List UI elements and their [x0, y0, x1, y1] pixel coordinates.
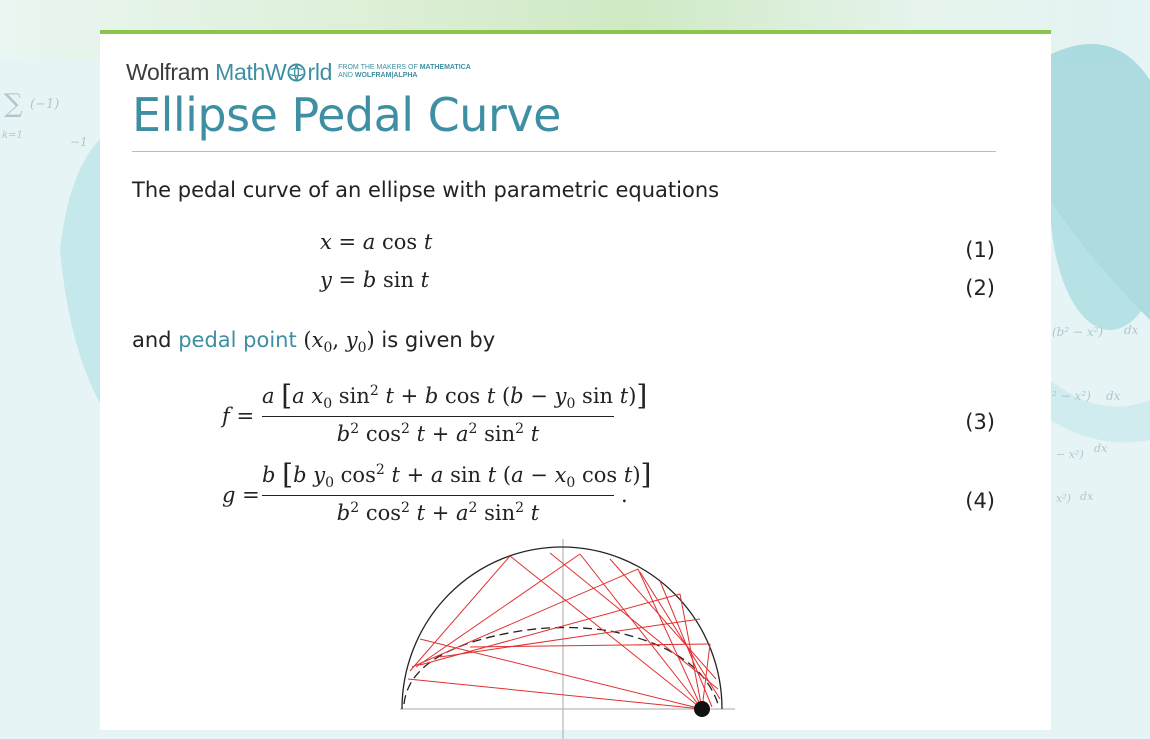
svg-text:(−1): (−1) — [30, 97, 60, 112]
given-by-text: is given by — [381, 328, 496, 352]
brand-wolfram: Wolfram — [126, 58, 210, 85]
brand-mathworld — [215, 59, 332, 86]
pedal-point-paragraph — [132, 328, 495, 356]
tagline-2-prefix: AND — [338, 72, 353, 79]
tangent-line — [680, 594, 702, 709]
ellipse-pedal-curve-figure — [400, 539, 740, 739]
brand-math: Math — [215, 58, 266, 85]
equation-2: y = b sin t — [320, 268, 430, 292]
tangent-line — [416, 554, 580, 667]
tangent-line — [580, 554, 702, 709]
equation-4-lhs: g = — [222, 483, 260, 507]
svg-text:k=1: k=1 — [2, 130, 23, 141]
brand-orld: rld — [307, 58, 333, 85]
svg-text:dx: dx — [1124, 323, 1139, 337]
tangent-line — [408, 679, 702, 709]
tagline-1-prefix: FROM THE MAKERS OF — [338, 64, 418, 71]
svg-text:x²): x²) — [1056, 492, 1071, 505]
page-title: Ellipse Pedal Curve — [132, 88, 561, 142]
tangent-line — [412, 569, 638, 667]
title-divider — [132, 151, 996, 152]
equation-4-period: . — [621, 483, 628, 507]
article-card — [100, 30, 1051, 730]
pedal-point-marker — [694, 701, 710, 717]
equation-number-4: (4) — [965, 489, 995, 513]
svg-text:² − x²): ² − x²) — [1052, 389, 1091, 403]
svg-text:dx: dx — [1106, 389, 1121, 403]
svg-text:∑: ∑ — [4, 89, 23, 119]
and-text: and — [132, 328, 172, 352]
equation-3-fraction: a [a $x_0$ $\sin^2 t + b$ cos t ($b - y_0$ sin t)] $b^2$ $\cos^2 t + a^2$ $\sin^2 t$ — [262, 379, 648, 447]
pedal-point-link[interactable]: pedal point — [178, 328, 297, 352]
globe-icon — [287, 63, 306, 82]
tangent-line — [610, 559, 716, 679]
brand-w: W — [265, 58, 287, 85]
equation-number-1: (1) — [965, 238, 995, 262]
svg-text:−1: −1 — [70, 135, 88, 149]
brand-tagline — [338, 64, 471, 80]
tangent-line — [550, 553, 718, 689]
equation-1: x = a cos t — [320, 230, 433, 254]
svg-text:dx: dx — [1080, 490, 1094, 503]
equation-number-3: (3) — [965, 410, 995, 434]
intro-paragraph: The pedal curve of an ellipse with parametric equations — [132, 178, 720, 202]
svg-text:− x²): − x²) — [1056, 448, 1084, 461]
tagline-2-bold: WOLFRAM|ALPHA — [354, 72, 418, 79]
tangent-line — [420, 639, 702, 709]
mathworld-logo[interactable] — [126, 58, 471, 86]
svg-text:dx: dx — [1094, 442, 1108, 455]
tangent-lines-group — [408, 553, 720, 709]
equation-3-lhs: f = — [222, 404, 255, 428]
equation-number-2: (2) — [965, 276, 995, 300]
pedal-point-coordinates: ($x_0$, $y_0$) — [303, 328, 375, 357]
tagline-1-bold: MATHEMATICA — [419, 64, 471, 71]
svg-text:(b² − x²): (b² − x²) — [1052, 325, 1104, 339]
equation-4-fraction: b [b $y_0$ $\cos^2 t + a$ sin t ($a - x_0$ cos t)] $b^2$ $\cos^2 t + a^2$ $\sin^2 t$ — [262, 458, 652, 526]
